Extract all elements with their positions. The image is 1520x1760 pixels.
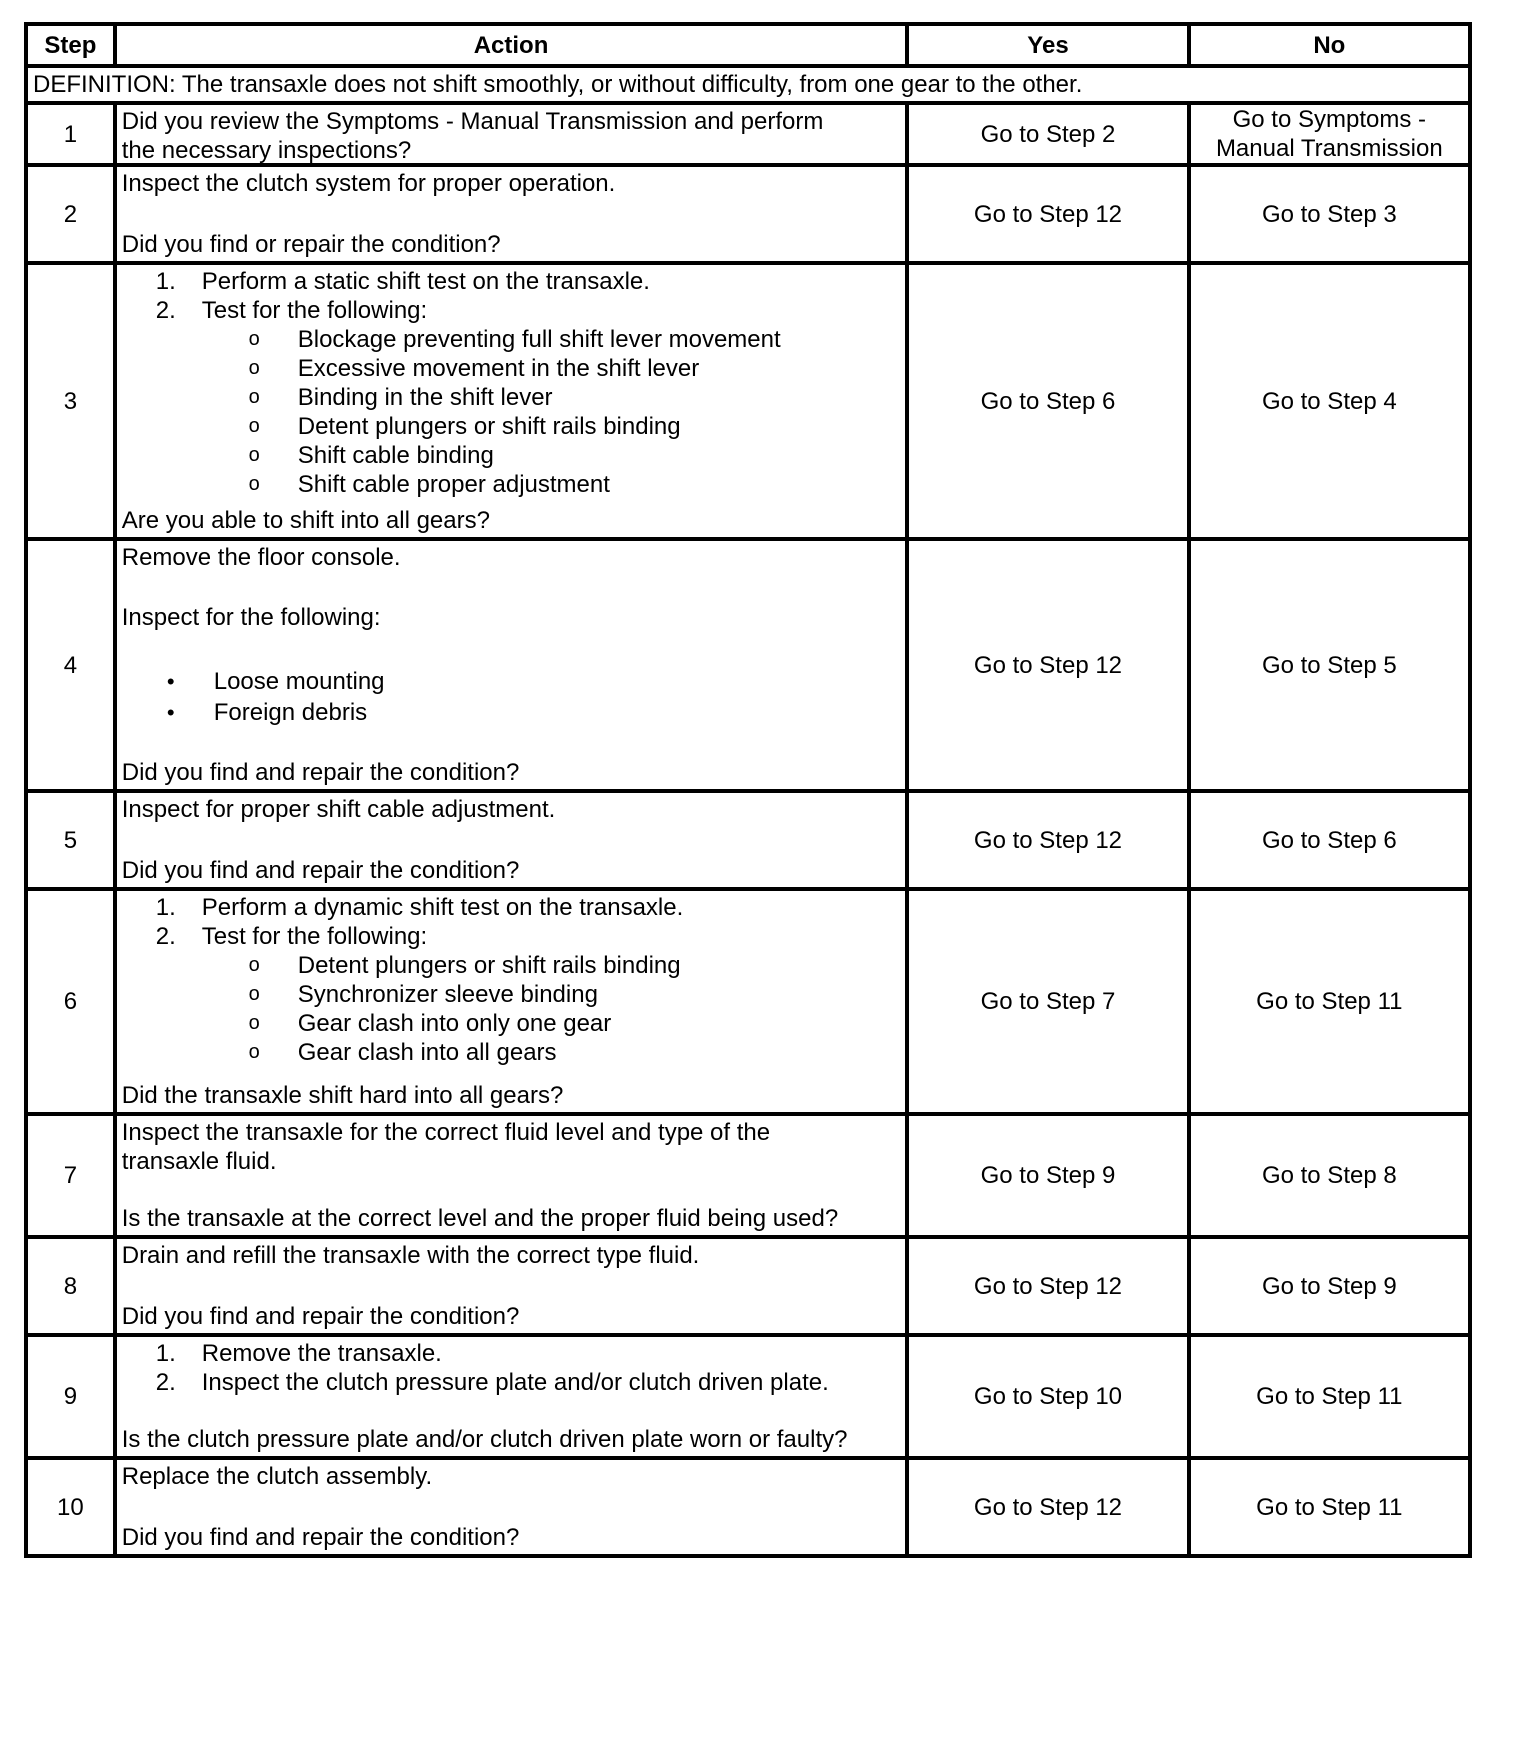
circle-bullet: o xyxy=(248,444,260,466)
sub-item xyxy=(122,441,901,470)
circle-bullet: o xyxy=(248,386,260,408)
action-cell xyxy=(115,1114,908,1237)
header-step: Step xyxy=(26,24,115,66)
sub-item-text: Shift cable binding xyxy=(297,442,494,469)
definition-text: DEFINITION: The transaxle does not shift smoothly, or without difficulty, from one gear to the other. xyxy=(26,66,1470,103)
circle-bullet: o xyxy=(248,328,260,350)
action-instruction: Inspect for proper shift cable adjustment. xyxy=(121,796,556,823)
item-text: Perform a static shift test on the transaxle. xyxy=(201,268,650,295)
no-line: Manual Transmission xyxy=(1215,135,1443,162)
item-number: 1. xyxy=(155,894,176,921)
header-action: Action xyxy=(115,24,908,66)
header-no: No xyxy=(1189,24,1470,66)
action-content xyxy=(121,107,901,164)
action-lines xyxy=(122,795,901,824)
spacer-line xyxy=(122,572,901,603)
item-number: 1. xyxy=(155,1340,176,1367)
table-row xyxy=(26,1237,1470,1335)
numbered-item xyxy=(122,267,901,296)
no-cell: Go to Step 3 xyxy=(1189,165,1470,263)
sub-item xyxy=(122,470,901,499)
action-lines xyxy=(122,1462,901,1491)
action-lines xyxy=(122,1339,901,1397)
sub-item-text: Detent plungers or shift rails binding xyxy=(297,952,681,979)
action-lines xyxy=(122,893,901,1067)
circle-bullet: o xyxy=(248,983,260,1005)
table-row xyxy=(26,1458,1470,1556)
action-instruction: Replace the clutch assembly. xyxy=(121,1463,433,1490)
action-cell xyxy=(115,165,908,263)
no-cell xyxy=(1189,103,1470,165)
yes-cell: Go to Step 12 xyxy=(907,791,1188,889)
action-question: Is the clutch pressure plate and/or clutch driven plate worn or faulty? xyxy=(121,1426,848,1453)
action-cell xyxy=(115,791,908,889)
action-question: Did you find and repair the condition? xyxy=(121,1303,520,1330)
step-number: 10 xyxy=(26,1458,115,1556)
sub-item-text: Excessive movement in the shift lever xyxy=(297,355,700,382)
header-yes: Yes xyxy=(907,24,1188,66)
action-question: Are you able to shift into all gears? xyxy=(121,507,490,534)
table-row xyxy=(26,1114,1470,1237)
table-row xyxy=(26,165,1470,263)
action-cell xyxy=(115,263,908,539)
no-cell: Go to Step 4 xyxy=(1189,263,1470,539)
item-text: Inspect the clutch pressure plate and/or clutch driven plate. xyxy=(201,1369,829,1396)
sub-item-text: Gear clash into only one gear xyxy=(297,1010,612,1037)
no-cell: Go to Step 11 xyxy=(1189,889,1470,1114)
action-content xyxy=(122,543,901,787)
sub-item xyxy=(122,412,901,441)
table-row xyxy=(26,889,1470,1114)
table-row xyxy=(26,1335,1470,1458)
table-row xyxy=(26,103,1470,165)
no-line: Go to Symptoms - xyxy=(1232,106,1427,133)
action-content xyxy=(122,893,901,1110)
circle-bullet: o xyxy=(248,1041,260,1063)
step-number: 3 xyxy=(26,263,115,539)
table-row xyxy=(26,791,1470,889)
action-instruction: Inspect the clutch system for proper operation. xyxy=(121,170,616,197)
item-text: Test for the following: xyxy=(201,923,428,950)
action-cell xyxy=(115,539,908,791)
sub-item-text: Shift cable proper adjustment xyxy=(297,471,610,498)
sub-item-text: Synchronizer sleeve binding xyxy=(297,981,598,1008)
yes-cell: Go to Step 10 xyxy=(907,1335,1188,1458)
step-number: 6 xyxy=(26,889,115,1114)
bullet-item-text: Loose mounting xyxy=(213,668,385,695)
spacer-line xyxy=(122,632,901,667)
action-content xyxy=(122,1241,901,1331)
circle-bullet: o xyxy=(248,357,260,379)
circle-bullet: o xyxy=(248,1012,260,1034)
action-lines xyxy=(122,1118,901,1176)
step-number: 1 xyxy=(26,103,115,165)
yes-cell: Go to Step 9 xyxy=(907,1114,1188,1237)
no-cell: Go to Step 5 xyxy=(1189,539,1470,791)
no-cell: Go to Step 8 xyxy=(1189,1114,1470,1237)
action-content xyxy=(122,1462,901,1552)
action-lines xyxy=(122,169,901,198)
action-lines xyxy=(122,1241,901,1270)
item-text: Test for the following: xyxy=(201,297,428,324)
numbered-item xyxy=(122,1368,901,1397)
action-lines xyxy=(122,543,901,729)
circle-bullet: o xyxy=(248,473,260,495)
sub-item xyxy=(122,383,901,412)
sub-item xyxy=(122,1009,901,1038)
dot-bullet: • xyxy=(166,669,175,694)
numbered-item xyxy=(122,1339,901,1368)
item-number: 1. xyxy=(155,268,176,295)
numbered-item xyxy=(122,893,901,922)
table-row xyxy=(26,539,1470,791)
action-cell xyxy=(115,1335,908,1458)
action-instruction: transaxle fluid. xyxy=(121,1148,277,1175)
yes-cell: Go to Step 6 xyxy=(907,263,1188,539)
item-text: Perform a dynamic shift test on the transaxle. xyxy=(201,894,684,921)
item-text: Remove the transaxle. xyxy=(201,1340,442,1367)
action-instruction: Drain and refill the transaxle with the correct type fluid. xyxy=(121,1242,700,1269)
step-number: 8 xyxy=(26,1237,115,1335)
numbered-item xyxy=(122,296,901,325)
action-cell xyxy=(115,1237,908,1335)
action-content xyxy=(122,267,901,535)
action-cell xyxy=(115,103,908,165)
action-lines xyxy=(122,107,901,165)
circle-bullet: o xyxy=(248,415,260,437)
dot-bullet: • xyxy=(166,700,175,725)
yes-cell: Go to Step 12 xyxy=(907,165,1188,263)
definition-row xyxy=(26,66,1470,103)
action-question: Did you find or repair the condition? xyxy=(121,231,501,258)
action-question: Is the transaxle at the correct level and the proper fluid being used? xyxy=(121,1205,839,1232)
sub-item-text: Gear clash into all gears xyxy=(297,1039,557,1066)
yes-cell: Go to Step 12 xyxy=(907,539,1188,791)
action-content xyxy=(122,795,901,885)
step-number: 5 xyxy=(26,791,115,889)
table-row xyxy=(26,263,1470,539)
sub-item xyxy=(122,1038,901,1067)
action-line: Did you review the Symptoms - Manual Transmission and perform xyxy=(121,108,824,135)
bullet-item xyxy=(122,667,901,698)
troubleshooting-table xyxy=(24,22,1472,1558)
action-cell xyxy=(115,889,908,1114)
no-cell: Go to Step 11 xyxy=(1189,1458,1470,1556)
item-number: 2. xyxy=(155,1369,176,1396)
yes-cell: Go to Step 2 xyxy=(907,103,1188,165)
action-instruction: Remove the floor console. xyxy=(121,544,401,571)
no-cell: Go to Step 11 xyxy=(1189,1335,1470,1458)
item-number: 2. xyxy=(155,923,176,950)
sub-item xyxy=(122,980,901,1009)
no-cell: Go to Step 9 xyxy=(1189,1237,1470,1335)
bullet-item-text: Foreign debris xyxy=(213,699,368,726)
action-line: the necessary inspections? xyxy=(121,137,412,164)
sub-item-text: Detent plungers or shift rails binding xyxy=(297,413,681,440)
action-instruction: Inspect the transaxle for the correct fluid level and type of the xyxy=(121,1119,771,1146)
sub-item xyxy=(122,325,901,354)
yes-cell: Go to Step 12 xyxy=(907,1458,1188,1556)
yes-cell: Go to Step 12 xyxy=(907,1237,1188,1335)
action-content xyxy=(122,169,901,259)
action-instruction: Inspect for the following: xyxy=(121,604,381,631)
circle-bullet: o xyxy=(248,954,260,976)
action-content xyxy=(122,1118,901,1233)
action-question: Did you find and repair the condition? xyxy=(121,857,520,884)
sub-item xyxy=(122,951,901,980)
action-lines xyxy=(122,267,901,499)
numbered-item xyxy=(122,922,901,951)
step-number: 4 xyxy=(26,539,115,791)
action-cell xyxy=(115,1458,908,1556)
action-content xyxy=(122,1339,901,1454)
sub-item-text: Binding in the shift lever xyxy=(297,384,553,411)
bullet-item xyxy=(122,698,901,729)
item-number: 2. xyxy=(155,297,176,324)
no-cell: Go to Step 6 xyxy=(1189,791,1470,889)
sub-item-text: Blockage preventing full shift lever movement xyxy=(297,326,781,353)
step-number: 2 xyxy=(26,165,115,263)
yes-cell: Go to Step 7 xyxy=(907,889,1188,1114)
action-question: Did you find and repair the condition? xyxy=(121,759,520,786)
sub-item xyxy=(122,354,901,383)
action-question: Did the transaxle shift hard into all gears? xyxy=(121,1082,564,1109)
action-question: Did you find and repair the condition? xyxy=(121,1524,520,1551)
header-row xyxy=(26,24,1470,66)
step-number: 9 xyxy=(26,1335,115,1458)
step-number: 7 xyxy=(26,1114,115,1237)
